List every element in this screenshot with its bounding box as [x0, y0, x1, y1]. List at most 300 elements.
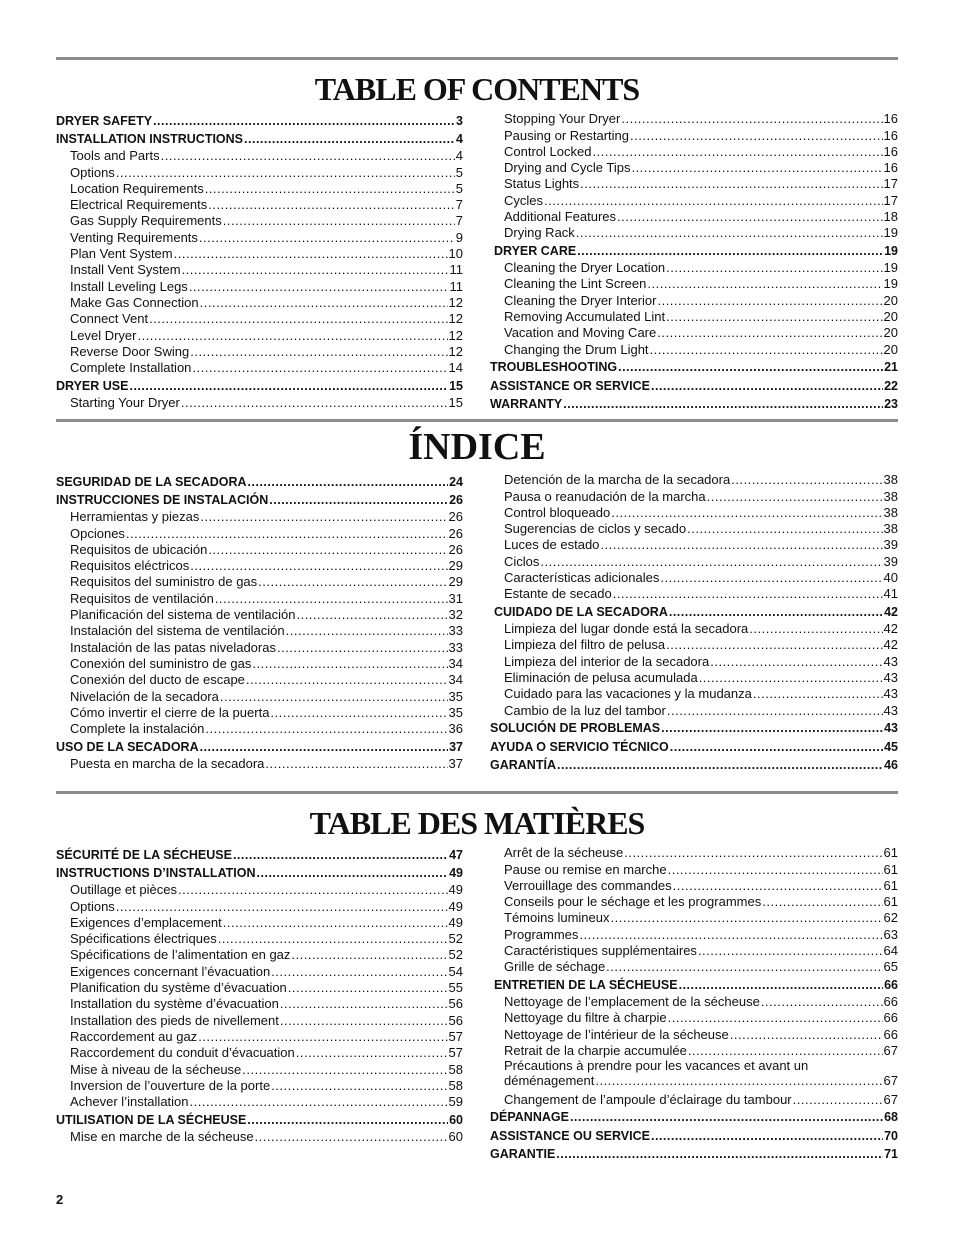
- toc-entry[interactable]: [490, 860, 898, 876]
- toc-entry-page: 39: [883, 553, 898, 569]
- dot-leader: [280, 996, 448, 1011]
- toc-entry[interactable]: [56, 881, 463, 897]
- toc-entry-page: 34: [448, 672, 463, 688]
- toc-entry[interactable]: [56, 524, 463, 540]
- toc-entry-page: 61: [883, 845, 898, 861]
- toc-entry[interactable]: [490, 340, 898, 356]
- toc-entry-label: Inversion de l’ouverture de la porte: [70, 1077, 271, 1093]
- toc-entry-label: Programmes: [504, 926, 579, 942]
- toc-entry[interactable]: [56, 573, 463, 589]
- dot-leader: [651, 1129, 883, 1144]
- toc-entry-label: DRYER SAFETY: [56, 113, 153, 128]
- toc-entry[interactable]: [56, 212, 463, 228]
- toc-entry-page: 58: [448, 1077, 463, 1093]
- toc-entry-page: 46: [884, 758, 898, 773]
- toc-entry-label: Spécifications électriques: [70, 931, 217, 947]
- toc-entry[interactable]: [490, 208, 898, 224]
- toc-entry-page: 20: [883, 341, 898, 357]
- toc-entry[interactable]: [56, 1028, 463, 1044]
- toc-entry[interactable]: [56, 995, 463, 1011]
- dot-leader: [699, 670, 883, 685]
- toc-entry[interactable]: [490, 175, 898, 191]
- toc-entry[interactable]: [56, 755, 463, 771]
- toc-entry-label: Planificación del sistema de ventilación: [70, 607, 296, 623]
- toc-entry[interactable]: [56, 606, 463, 622]
- toc-chapter-entry[interactable]: [490, 718, 898, 737]
- toc-chapter-entry[interactable]: [490, 394, 898, 413]
- toc-entry-page: 10: [448, 246, 463, 262]
- dot-leader: [269, 493, 448, 508]
- toc-chapter-entry[interactable]: [490, 755, 898, 774]
- toc-entry-page: 66: [883, 1010, 898, 1026]
- toc-chapter-entry[interactable]: [490, 974, 898, 993]
- toc-entry-label: Retrait de la charpie accumulée: [504, 1043, 687, 1059]
- toc-entry-label: SÉCURITÉ DE LA SÉCHEUSE: [56, 847, 232, 862]
- toc-entry[interactable]: [490, 324, 898, 340]
- toc-entry-page: 55: [448, 980, 463, 996]
- toc-entry[interactable]: [490, 110, 898, 126]
- dot-leader: [291, 947, 447, 962]
- toc-entry-page: 66: [883, 1026, 898, 1042]
- toc-chapter-entry[interactable]: [56, 844, 463, 863]
- dot-leader: [666, 260, 882, 275]
- toc-entry[interactable]: [490, 620, 898, 636]
- toc-entry-page: 61: [883, 877, 898, 893]
- toc-entry-page: 47: [449, 847, 463, 862]
- toc-entry[interactable]: [490, 504, 898, 520]
- toc-entry-label: Requisitos de ubicación: [70, 541, 208, 557]
- toc-entry[interactable]: [490, 1042, 898, 1058]
- dot-leader: [666, 637, 882, 652]
- toc-entry-label: Précautions à prendre pour les vacances et avant un: [504, 1058, 809, 1074]
- toc-entry-label: Instalación del sistema de ventilación: [70, 623, 285, 639]
- toc-entry[interactable]: [56, 589, 463, 605]
- toc-column-left: [56, 110, 463, 410]
- dot-leader: [258, 574, 447, 589]
- toc-entry[interactable]: [56, 147, 463, 163]
- toc-entry-page: 23: [884, 397, 898, 412]
- dot-leader: [257, 866, 449, 881]
- toc-chapter-entry[interactable]: [56, 129, 463, 148]
- dot-leader: [710, 654, 882, 669]
- toc-entry-page: 43: [883, 670, 898, 686]
- toc-entry-page: 38: [883, 488, 898, 504]
- toc-entry-page: 49: [448, 898, 463, 914]
- toc-entry[interactable]: [56, 930, 463, 946]
- dot-leader: [215, 591, 448, 606]
- toc-entry-page: 26: [448, 509, 463, 525]
- toc-entry-label: Stopping Your Dryer: [504, 111, 621, 127]
- toc-entry[interactable]: [490, 877, 898, 893]
- dot-leader: [116, 899, 448, 914]
- toc-entry-page: 57: [448, 1028, 463, 1044]
- toc-page: [56, 0, 898, 1235]
- toc-entry-label: GARANTIE: [490, 1147, 556, 1162]
- toc-entry-label: INSTRUCCIONES DE INSTALACIÓN: [56, 493, 269, 507]
- toc-entry-page: 38: [883, 504, 898, 520]
- toc-entry[interactable]: [56, 228, 463, 244]
- toc-entry-label: SEGURIDAD DE LA SECADORA: [56, 474, 247, 489]
- toc-chapter-entry[interactable]: [490, 1125, 898, 1144]
- toc-entry-page: 40: [883, 570, 898, 586]
- toc-entry[interactable]: [56, 557, 463, 573]
- toc-entry-label: Requisitos del suministro de gas: [70, 574, 258, 590]
- dot-leader: [205, 721, 447, 736]
- toc-entry-label: Ciclos: [504, 553, 540, 569]
- dot-leader: [577, 244, 883, 259]
- toc-entry-page: 42: [884, 604, 898, 619]
- toc-entry-page: 37: [449, 739, 463, 754]
- toc-entry-label: Connect Vent: [70, 311, 149, 327]
- toc-entry-page: 66: [883, 994, 898, 1010]
- dot-leader: [280, 1013, 448, 1028]
- toc-entry[interactable]: [490, 942, 898, 958]
- toc-entry[interactable]: [56, 671, 463, 687]
- dot-leader: [753, 686, 883, 701]
- toc-entry-label: GARANTÍA: [490, 758, 556, 773]
- toc-entry-label: Exigences concernant l’évacuation: [70, 963, 271, 979]
- dot-leader: [192, 360, 447, 375]
- dot-leader: [580, 176, 882, 191]
- dot-leader: [592, 144, 882, 159]
- dot-leader: [667, 703, 883, 718]
- toc-entry[interactable]: [490, 520, 898, 536]
- dot-leader: [129, 379, 448, 394]
- toc-entry[interactable]: [490, 585, 898, 601]
- toc-entry[interactable]: [56, 245, 463, 261]
- toc-entry-page: 54: [448, 963, 463, 979]
- toc-entry-label: Caractéristiques supplémentaires: [504, 943, 697, 959]
- dot-leader: [265, 756, 447, 771]
- toc-entry-label: Options: [70, 164, 115, 180]
- toc-entry[interactable]: [490, 685, 898, 701]
- toc-entry[interactable]: [490, 958, 898, 974]
- toc-entry[interactable]: [56, 979, 463, 995]
- toc-entry[interactable]: [56, 1093, 463, 1109]
- toc-entry[interactable]: [56, 1060, 463, 1076]
- toc-entry[interactable]: [56, 720, 463, 736]
- toc-entry[interactable]: [490, 159, 898, 175]
- toc-entry[interactable]: [490, 259, 898, 275]
- toc-entry-label: Tools and Parts: [70, 148, 160, 164]
- toc-column-right: [490, 844, 898, 1162]
- toc-entry[interactable]: [490, 993, 898, 1009]
- toc-entry-label: Limpieza del lugar donde está la secadora: [504, 621, 749, 637]
- toc-entry[interactable]: [490, 536, 898, 552]
- toc-chapter-entry[interactable]: [490, 1107, 898, 1126]
- dot-leader: [244, 132, 455, 147]
- toc-column-left: [56, 471, 463, 771]
- toc-entry[interactable]: [56, 310, 463, 326]
- toc-entry-label: Cleaning the Dryer Interior: [504, 292, 657, 308]
- toc-entry-page: 12: [448, 311, 463, 327]
- toc-entry[interactable]: [490, 893, 898, 909]
- toc-entry[interactable]: [490, 224, 898, 240]
- toc-chapter-entry[interactable]: [56, 1109, 463, 1128]
- dot-leader: [190, 344, 447, 359]
- toc-entry-page: 5: [455, 180, 463, 196]
- dot-leader: [600, 537, 882, 552]
- toc-entry-page: 68: [884, 1110, 898, 1125]
- toc-entry[interactable]: [490, 701, 898, 717]
- toc-entry-page: 71: [884, 1147, 898, 1162]
- toc-chapter-entry[interactable]: [490, 601, 898, 620]
- toc-column-right: [490, 110, 898, 412]
- dot-leader: [270, 705, 447, 720]
- toc-entry-page: 58: [448, 1061, 463, 1077]
- toc-entry-label: Exigences d’emplacement: [70, 914, 222, 930]
- dot-leader: [189, 279, 449, 294]
- dot-leader: [242, 1062, 447, 1077]
- toc-entry[interactable]: [490, 308, 898, 324]
- toc-entry-label: WARRANTY: [490, 397, 563, 412]
- toc-entry[interactable]: [490, 552, 898, 568]
- toc-entry-label: Achever l’installation: [70, 1094, 189, 1110]
- toc-entry[interactable]: [56, 326, 463, 342]
- dot-leader: [613, 586, 883, 601]
- dot-leader: [579, 927, 882, 942]
- section-rule: [56, 57, 898, 60]
- toc-entry[interactable]: [490, 652, 898, 668]
- toc-entry-label: ASSISTANCE OR SERVICE: [490, 378, 650, 393]
- toc-entry[interactable]: [56, 343, 463, 359]
- toc-entry[interactable]: [56, 196, 463, 212]
- toc-entry-page: 61: [883, 894, 898, 910]
- dot-leader: [200, 295, 448, 310]
- toc-entry-page: 17: [883, 192, 898, 208]
- toc-chapter-entry[interactable]: [490, 240, 898, 259]
- dot-leader: [621, 111, 882, 126]
- toc-entry[interactable]: [490, 669, 898, 685]
- dot-leader: [205, 181, 455, 196]
- toc-entry-label: Drying and Cycle Tips: [504, 160, 631, 176]
- dot-leader: [679, 978, 884, 993]
- toc-entry-label: Nettoyage du filtre à charpie: [504, 1010, 667, 1026]
- toc-entry[interactable]: [56, 1128, 463, 1144]
- section-rule: [56, 419, 898, 422]
- dot-leader: [563, 397, 883, 412]
- toc-entry-page: 67: [883, 1091, 898, 1107]
- toc-entry-page: 39: [883, 537, 898, 553]
- dot-leader: [611, 910, 883, 925]
- dot-leader: [199, 230, 455, 245]
- dot-leader: [761, 994, 883, 1009]
- toc-entry-label: Conexión del suministro de gas: [70, 655, 252, 671]
- toc-entry[interactable]: [56, 180, 463, 196]
- toc-entry-page: 16: [883, 143, 898, 159]
- toc-entry-label: Témoins lumineux: [504, 910, 610, 926]
- toc-entry[interactable]: [56, 638, 463, 654]
- toc-entry[interactable]: [490, 487, 898, 503]
- toc-entry-page: 18: [883, 209, 898, 225]
- toc-entry[interactable]: [56, 704, 463, 720]
- toc-entry[interactable]: [56, 294, 463, 310]
- toc-entry[interactable]: [490, 909, 898, 925]
- toc-chapter-entry[interactable]: [490, 375, 898, 394]
- toc-entry[interactable]: [490, 1091, 898, 1107]
- dot-leader: [248, 475, 449, 490]
- toc-entry-page: 42: [883, 621, 898, 637]
- toc-entry-label: Starting Your Dryer: [70, 394, 180, 410]
- toc-entry-label: Nivelación de la secadora: [70, 688, 219, 704]
- toc-entry-label: Install Leveling Legs: [70, 278, 188, 294]
- dot-leader: [126, 526, 448, 541]
- toc-entry-page: 15: [449, 378, 463, 393]
- dot-leader: [540, 554, 882, 569]
- dot-leader: [793, 1092, 883, 1107]
- dot-leader: [161, 148, 455, 163]
- toc-entry-page: 12: [448, 327, 463, 343]
- toc-entry-label: Reverse Door Swing: [70, 343, 190, 359]
- toc-entry-label: Outillage et pièces: [70, 882, 177, 898]
- dot-leader: [687, 521, 882, 536]
- toc-entry-page: 63: [883, 926, 898, 942]
- toc-chapter-entry[interactable]: [490, 736, 898, 755]
- toc-entry-page: 19: [883, 260, 898, 276]
- toc-entry-label: Sugerencias de ciclos y secado: [504, 521, 687, 537]
- toc-entry[interactable]: [490, 1009, 898, 1025]
- toc-entry-page: 45: [884, 739, 898, 754]
- toc-entry-label: Installation du système d’évacuation: [70, 996, 279, 1012]
- toc-entry-page: 12: [448, 343, 463, 359]
- toc-entry-label: Cuidado para las vacaciones y la mudanza: [504, 686, 752, 702]
- toc-entry[interactable]: [490, 844, 898, 860]
- toc-entry-page: 19: [883, 225, 898, 241]
- dot-leader: [247, 1113, 448, 1128]
- toc-entry-page: 21: [884, 360, 898, 375]
- toc-chapter-entry[interactable]: [490, 1144, 898, 1163]
- toc-entry[interactable]: [56, 962, 463, 978]
- toc-entry[interactable]: [56, 622, 463, 638]
- toc-entry-page: 15: [448, 394, 463, 410]
- page-number: 2: [56, 1192, 64, 1207]
- dot-leader: [557, 758, 883, 773]
- toc-entry[interactable]: [490, 636, 898, 652]
- toc-chapter-entry[interactable]: [56, 471, 463, 490]
- toc-entry-label: Conexión del ducto de escape: [70, 672, 245, 688]
- toc-chapter-entry[interactable]: [56, 375, 463, 394]
- toc-entry[interactable]: [56, 261, 463, 277]
- toc-entry-label: Eliminación de pelusa acumulada: [504, 670, 698, 686]
- toc-entry[interactable]: [56, 508, 463, 524]
- toc-entry-page: 52: [448, 947, 463, 963]
- dot-leader: [647, 276, 882, 291]
- toc-entry-label: Pausa o reanudación de la marcha: [504, 488, 706, 504]
- toc-entry-page: 41: [883, 586, 898, 602]
- toc-entry-label: Puesta en marcha de la secadora: [70, 755, 265, 771]
- toc-entry[interactable]: [56, 1044, 463, 1060]
- dot-leader: [190, 1094, 448, 1109]
- toc-entry-page: 70: [884, 1128, 898, 1143]
- toc-entry-page: 24: [449, 474, 463, 489]
- toc-entry[interactable]: [490, 191, 898, 207]
- dot-leader: [669, 605, 883, 620]
- toc-entry-page: 34: [448, 655, 463, 671]
- toc-entry-label: Control Locked: [504, 143, 592, 159]
- toc-entry-label: INSTALLATION INSTRUCTIONS: [56, 132, 244, 146]
- section-title-english: TABLE OF CONTENTS: [314, 71, 640, 107]
- toc-entry[interactable]: [490, 471, 898, 487]
- toc-entry-label: UTILISATION DE LA SÉCHEUSE: [56, 1112, 247, 1127]
- toc-entry-label: Mise en marche de la sécheuse: [70, 1128, 254, 1144]
- toc-entry-label: Raccordement du conduit d’évacuation: [70, 1045, 295, 1061]
- dot-leader: [288, 980, 448, 995]
- dot-leader: [286, 623, 448, 638]
- toc-entry[interactable]: [56, 163, 463, 179]
- toc-entry[interactable]: [490, 569, 898, 585]
- toc-entry-label: Nettoyage de l’emplacement de la sécheuse: [504, 994, 760, 1010]
- toc-entry[interactable]: [56, 1077, 463, 1093]
- toc-entry-label: USO DE LA SECADORA: [56, 739, 199, 754]
- dot-leader: [698, 943, 883, 958]
- toc-entry-page: 3: [456, 113, 463, 128]
- toc-entry[interactable]: [56, 359, 463, 375]
- toc-entry[interactable]: [490, 143, 898, 159]
- toc-entry-label: Requisitos eléctricos: [70, 558, 190, 574]
- toc-entry-page: 14: [448, 360, 463, 376]
- toc-column-left: [56, 844, 463, 1144]
- dot-leader: [153, 114, 455, 129]
- toc-entry-page: 22: [884, 378, 898, 393]
- toc-entry[interactable]: [490, 275, 898, 291]
- dot-leader: [116, 165, 455, 180]
- toc-entry-label: CUIDADO DE LA SECADORA: [494, 604, 668, 619]
- toc-entry[interactable]: [56, 541, 463, 557]
- toc-entry-page: 43: [883, 702, 898, 718]
- toc-entry-label: Limpieza del interior de la secadora: [504, 653, 710, 669]
- toc-entry-page: 35: [448, 704, 463, 720]
- toc-entry-page: 43: [883, 653, 898, 669]
- toc-entry-label: Cycles: [504, 192, 544, 208]
- toc-entry-page: 43: [884, 721, 898, 736]
- dot-leader: [749, 621, 882, 636]
- toc-entry[interactable]: [56, 394, 463, 410]
- toc-entry[interactable]: [490, 1025, 898, 1041]
- toc-entry[interactable]: [56, 914, 463, 930]
- toc-entry[interactable]: [490, 291, 898, 307]
- toc-entry-label: Options: [70, 898, 115, 914]
- toc-entry-label: Status Lights: [504, 176, 580, 192]
- toc-chapter-entry[interactable]: [56, 863, 463, 882]
- dot-leader: [233, 848, 448, 863]
- toc-entry[interactable]: [56, 946, 463, 962]
- toc-chapter-entry[interactable]: [490, 357, 898, 376]
- toc-entry-label: Vacation and Moving Care: [504, 325, 657, 341]
- toc-entry-label: Make Gas Connection: [70, 294, 199, 310]
- toc-entry[interactable]: [56, 687, 463, 703]
- toc-entry-page: 32: [448, 607, 463, 623]
- toc-entry[interactable]: [56, 277, 463, 293]
- toc-chapter-entry[interactable]: [56, 490, 463, 509]
- dot-leader: [246, 672, 448, 687]
- toc-entry[interactable]: [56, 1011, 463, 1027]
- toc-entry[interactable]: [56, 897, 463, 913]
- dot-leader: [255, 1129, 448, 1144]
- toc-entry-label: Herramientas y piezas: [70, 509, 200, 525]
- dot-leader: [688, 1043, 883, 1058]
- dot-leader: [220, 689, 448, 704]
- toc-entry-label: Installation des pieds de nivellement: [70, 1012, 279, 1028]
- toc-chapter-entry[interactable]: [56, 736, 463, 755]
- toc-entry[interactable]: [490, 1058, 898, 1091]
- toc-entry-page: 43: [883, 686, 898, 702]
- toc-entry[interactable]: [490, 126, 898, 142]
- toc-entry[interactable]: [56, 655, 463, 671]
- toc-entry[interactable]: [490, 925, 898, 941]
- toc-entry-page: 20: [883, 325, 898, 341]
- toc-chapter-entry[interactable]: [56, 110, 463, 129]
- toc-entry-label: Pausing or Restarting: [504, 127, 630, 143]
